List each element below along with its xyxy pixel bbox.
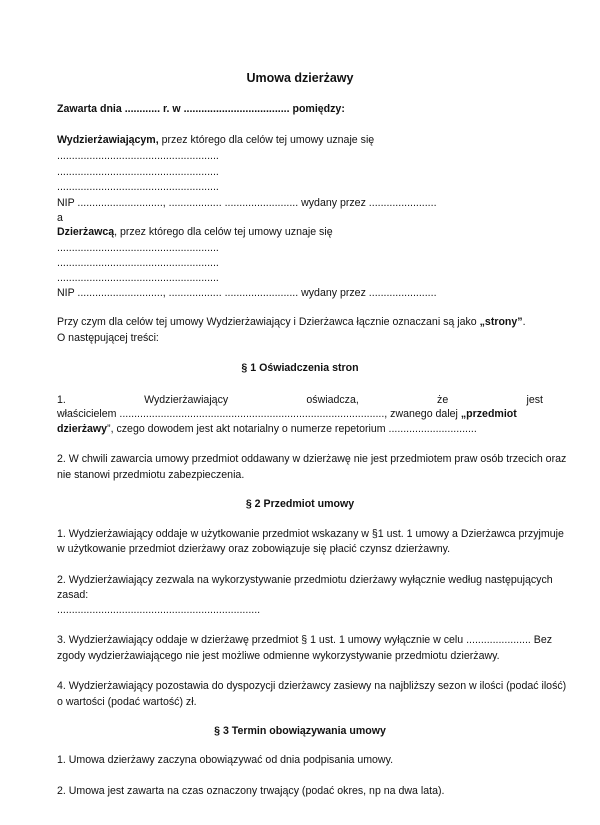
s1-para1-line2 bbox=[57, 408, 517, 421]
subject-term-end: dzierżawy bbox=[57, 423, 108, 435]
section-2-heading: § 2 Przedmiot umowy bbox=[245, 498, 355, 510]
subject-term-start: „przedmiot bbox=[460, 408, 517, 420]
lessee-blank-1: ....................................................... bbox=[57, 242, 219, 254]
s2-para1-line1: 1. Wydzierżawiający oddaje w użytkowanie przedmiot wskazany w §1 ust. 1 umowy a Dzierżawca przyjmuje bbox=[57, 528, 564, 540]
s2-para4-line1: 4. Wydzierżawiający pozostawia do dyspozycji dzierżawcy zasiewy na najbliższy sezon w ilości (podać ilość) bbox=[57, 680, 567, 692]
s3-para2: 2. Umowa jest zawarta na czas oznaczony trwający (podać okres, np na dwa lata). bbox=[57, 785, 445, 797]
lessee-nip-line: NIP ............................., .................. ......................... wydany przez ....................... bbox=[57, 287, 437, 299]
s3-para1: 1. Umowa dzierżawy zaczyna obowiązywać od dnia podpisania umowy. bbox=[57, 754, 394, 766]
s1-p1-word: oświadcza, bbox=[306, 394, 359, 406]
lessor-nip-line: NIP ............................., .................. ......................... wydany przez ....................... bbox=[57, 197, 437, 209]
lessor-blank-3: ....................................................... bbox=[57, 181, 219, 193]
section-3-heading: § 3 Termin obowiązywania umowy bbox=[214, 725, 386, 737]
notary-text: ”, czego dowodem jest akt notarialny o numerze repetorium .............................. bbox=[107, 423, 477, 435]
s1-p1-word: jest bbox=[526, 394, 543, 406]
lessor-blank-2: ....................................................... bbox=[57, 166, 219, 178]
s1-p1-word: że bbox=[437, 394, 449, 406]
s1-para1-line3 bbox=[57, 423, 477, 436]
s1-p1-word: 1. bbox=[57, 394, 66, 406]
s1-para2-line1: 2. W chwili zawarcia umowy przedmiot oddawany w dzierżawę nie jest przedmiotem praw osób trzecich oraz bbox=[57, 453, 567, 465]
s2-para3-line2: zgody wydzierżawiającego nie jest możliwe odmienne wykorzystywanie przedmiotu dzierżawy. bbox=[57, 650, 500, 662]
parties-definition-text: Przy czym dla celów tej umowy Wydzierżawiający i Dzierżawca łącznie oznaczani są jako bbox=[57, 316, 480, 328]
lessee-blank-2: ....................................................... bbox=[57, 257, 219, 269]
owner-text: właścicielem .........................................................................................., zwanego dalej bbox=[57, 408, 461, 420]
lessee-intro-text: , przez którego dla celów tej umowy uznaje się bbox=[114, 226, 333, 238]
lessor-blank-1: ....................................................... bbox=[57, 150, 219, 162]
s1-p1-word: Wydzierżawiający bbox=[144, 394, 229, 406]
s1-para2-line2: nie stanowi przedmiotu zabezpieczenia. bbox=[57, 469, 245, 481]
following-content-line: O następującej treści: bbox=[57, 332, 159, 344]
document-title: Umowa dzierżawy bbox=[246, 71, 354, 85]
lessor-label: Wydzierżawiającym, bbox=[57, 134, 159, 146]
lessee-intro bbox=[57, 226, 333, 239]
s1-para1-line1 bbox=[57, 394, 543, 407]
contract-date-line: Zawarta dnia ............ r. w .................................... pomiędzy: bbox=[57, 103, 345, 115]
lessor-intro-text: przez którego dla celów tej umowy uznaje się bbox=[158, 134, 375, 146]
lessee-label: Dzierżawcą bbox=[57, 226, 115, 238]
s2-para1-line2: w użytkowanie przedmiot dzierżawy oraz zobowiązuje się płacić czynsz dzierżawny. bbox=[57, 543, 451, 555]
lessor-intro bbox=[57, 134, 374, 147]
s2-para2-line1: 2. Wydzierżawiający zezwala na wykorzystywanie przedmiotu dzierżawy wyłącznie według następujących bbox=[57, 574, 553, 586]
conjunction-a: a bbox=[57, 212, 63, 224]
s2-para3-line1: 3. Wydzierżawiający oddaje w dzierżawę przedmiot § 1 ust. 1 umowy wyłącznie w celu ...................... Bez bbox=[57, 634, 553, 646]
lessee-blank-3: ....................................................... bbox=[57, 272, 219, 284]
s2-para4-line2: o wartości (podać wartość) zł. bbox=[57, 696, 197, 708]
s2-para2-blank: ..................................................................... bbox=[57, 604, 261, 616]
s2-para2-line2: zasad: bbox=[57, 589, 89, 601]
parties-definition bbox=[57, 316, 526, 329]
parties-term: „strony” bbox=[479, 316, 523, 328]
parties-definition-end: . bbox=[522, 316, 526, 328]
section-1-heading: § 1 Oświadczenia stron bbox=[241, 362, 359, 374]
